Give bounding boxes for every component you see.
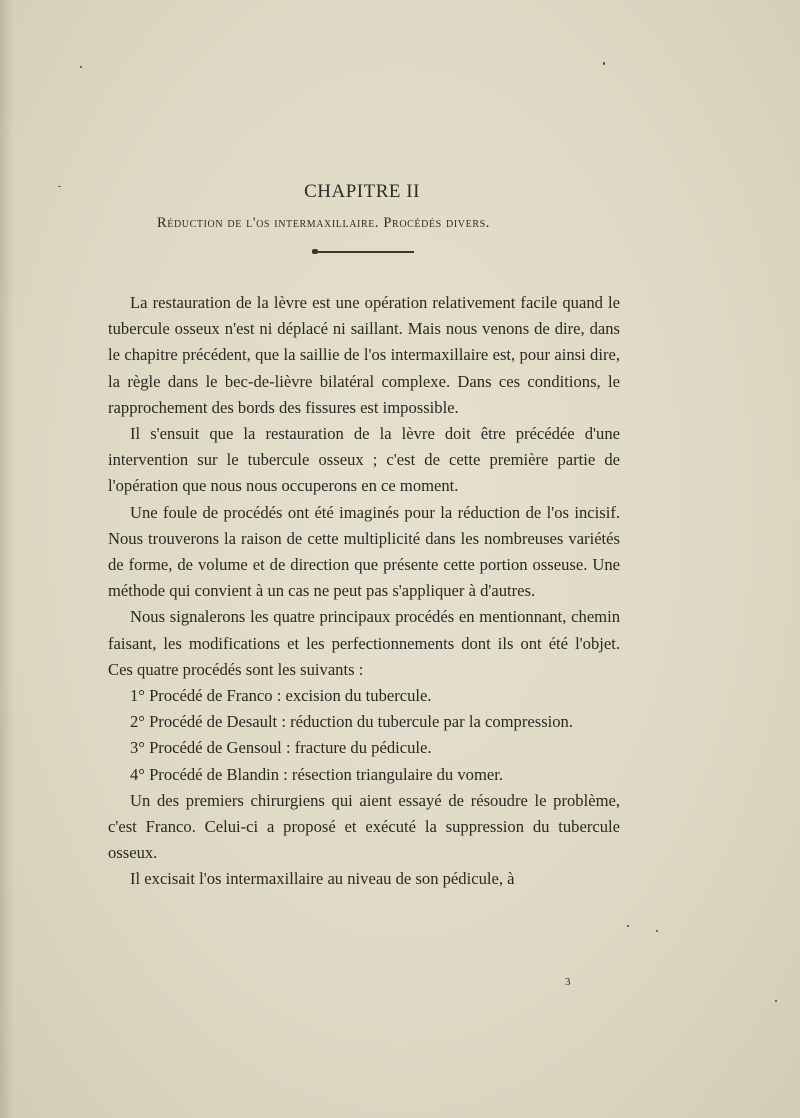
paper-speck [627, 925, 629, 927]
paper-speck [80, 66, 82, 68]
body-text [108, 290, 620, 893]
paragraph: Il excisait l'os intermaxillaire au niveau de son pédicule, à [130, 869, 515, 889]
paper-speck [58, 186, 61, 187]
paragraph: Il s'ensuit que la restauration de la lèvre doit être précédée d'une intervention sur le tubercule osseux ; c'est de cette première partie de l'opération que nous nous occuperons en ce moment. [108, 424, 620, 496]
list-item: 4° Procédé de Blandin : résection triangulaire du vomer. [130, 764, 503, 784]
paper-speck [775, 1000, 777, 1002]
paragraph: La restauration de la lèvre est une opération relativement facile quand le tubercule osseux n'est ni déplacé ni saillant. Mais nous venons de dire, dans le chapitre précédent, que la saillie de l'os intermaxillaire est, pour ainsi dire, la règle dans le bec-de-lièvre bilatéral complexe. Dans ces conditions, le rapprochement des bords des fissures est impossible. [108, 293, 620, 417]
chapter-subtitle: Réduction de l'os intermaxillaire. Procédés divers. [157, 215, 490, 231]
paragraph: Nous signalerons les quatre principaux procédés en mentionnant, chemin faisant, les modifications et les perfectionnements dont ils ont été l'objet. Ces quatre procédés sont les suivants : [108, 607, 620, 679]
list-item: 2° Procédé de Desault : réduction du tubercule par la compression. [130, 712, 573, 732]
paragraph: Un des premiers chirurgiens qui aient essayé de résoudre le problème, c'est Franco. Celui-ci a proposé et exécuté la suppression du tubercule osseux. [108, 790, 620, 863]
page-edge-shadow [0, 0, 14, 1118]
chapter-title: CHAPITRE II [304, 181, 420, 202]
paragraph: Une foule de procédés ont été imaginés pour la réduction de l'os incisif. Nous trouverons la raison de cette multiplicité dans les nombreuses variétés de forme, de volume et de direction que présente cette portion osseuse. Une méthode qui convient à un cas ne peut pas s'appliquer à d'autres. [108, 502, 620, 601]
paper-speck [656, 930, 658, 932]
page-number: 3 [565, 976, 571, 988]
list-item: 3° Procédé de Gensoul : fracture du pédicule. [130, 738, 432, 758]
title-rule [312, 251, 414, 253]
list-item: 1° Procédé de Franco : excision du tubercule. [130, 686, 432, 706]
paper-speck [603, 62, 605, 65]
